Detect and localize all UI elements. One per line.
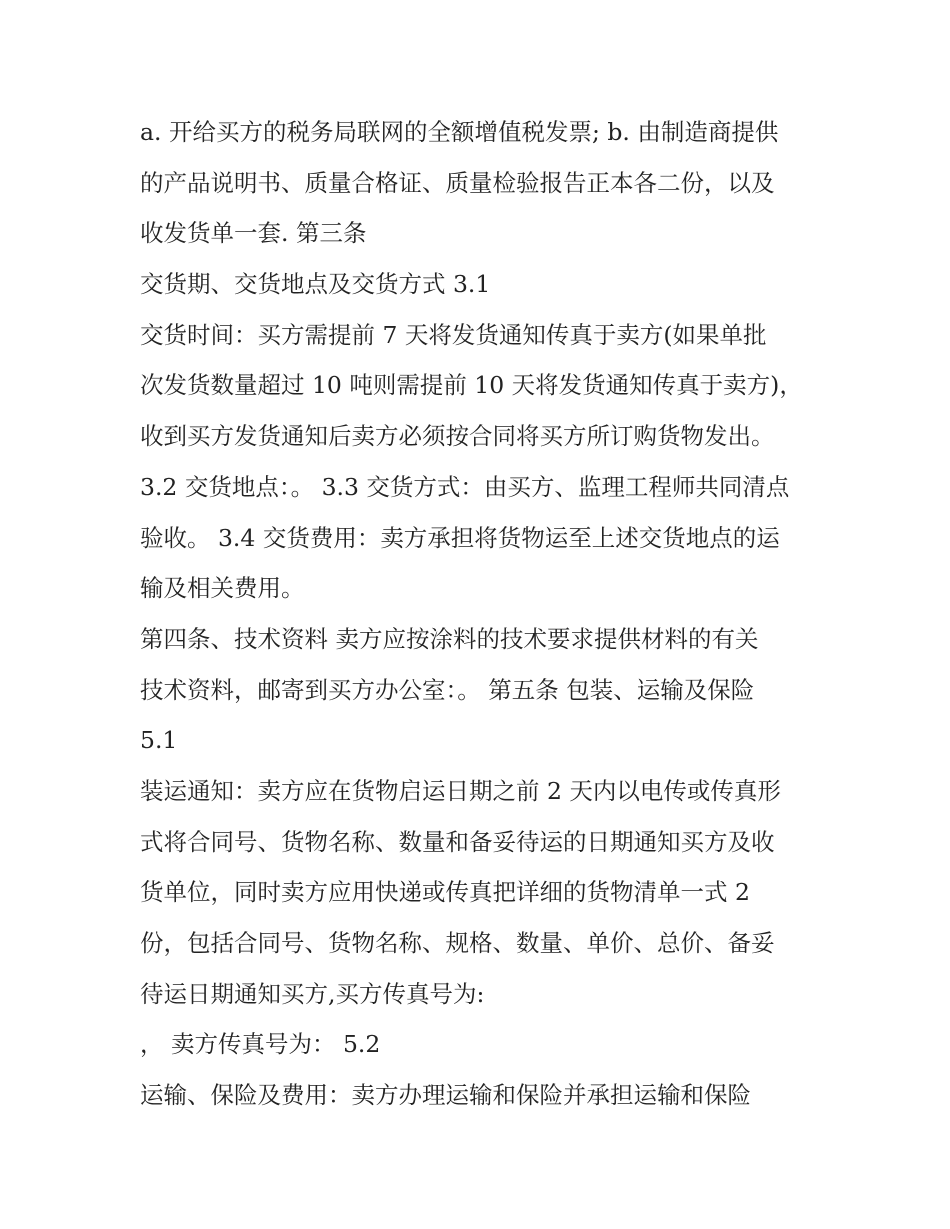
text-line: 货单位，同时卖方应用快递或传真把详细的货物清单一式 2	[140, 878, 750, 907]
text-line: 验收。 3.4 交货费用：卖方承担将货物运至上述交货地点的运	[140, 523, 780, 552]
text-line: 式将合同号、货物名称、数量和备妥待运的日期通知买方及收	[140, 827, 775, 856]
text-line: 的产品说明书、质量合格证、质量检验报告正本各二份，以及	[140, 168, 775, 197]
text-line: 待运日期通知买方,买方传真号为:	[140, 979, 485, 1008]
text-line: 技术资料，邮寄到买方办公室：。 第五条 包装、运输及保险	[140, 675, 755, 704]
text-line: 收到买方发货通知后卖方必须按合同将买方所订购货物发出。	[140, 422, 775, 451]
text-line: 交货时间：买方需提前 7 天将发货通知传真于卖方(如果单批	[140, 320, 767, 349]
text-line: 运输、保险及费用：卖方办理运输和保险并承担运输和保险	[140, 1081, 751, 1110]
text-line: 份，包括合同号、货物名称、规格、数量、单价、总价、备妥	[140, 929, 775, 957]
document-body	[140, 107, 840, 1121]
text-line: 输及相关费用。	[140, 574, 305, 603]
text-line: 装运通知：卖方应在货物启运日期之前 2 天内以电传或传真形	[140, 776, 781, 805]
text-line: 交货期、交货地点及交货方式 3.1	[140, 270, 491, 299]
text-line: 3.2 交货地点：。 3.3 交货方式：由买方、监理工程师共同清点	[140, 472, 790, 501]
text-line: 5.1	[140, 726, 178, 755]
text-line: 第四条、技术资料 卖方应按涂料的技术要求提供材料的有关	[140, 624, 759, 653]
text-line: 次发货数量超过 10 吨则需提前 10 天将发货通知传真于卖方)，	[140, 371, 803, 400]
text-line: a. 开给买方的税务局联网的全额增值税发票; b. 由制造商提供	[140, 118, 779, 146]
text-line: 收发货单一套. 第三条	[140, 219, 367, 248]
text-line: ， 卖方传真号为： 5.2	[140, 1030, 381, 1059]
